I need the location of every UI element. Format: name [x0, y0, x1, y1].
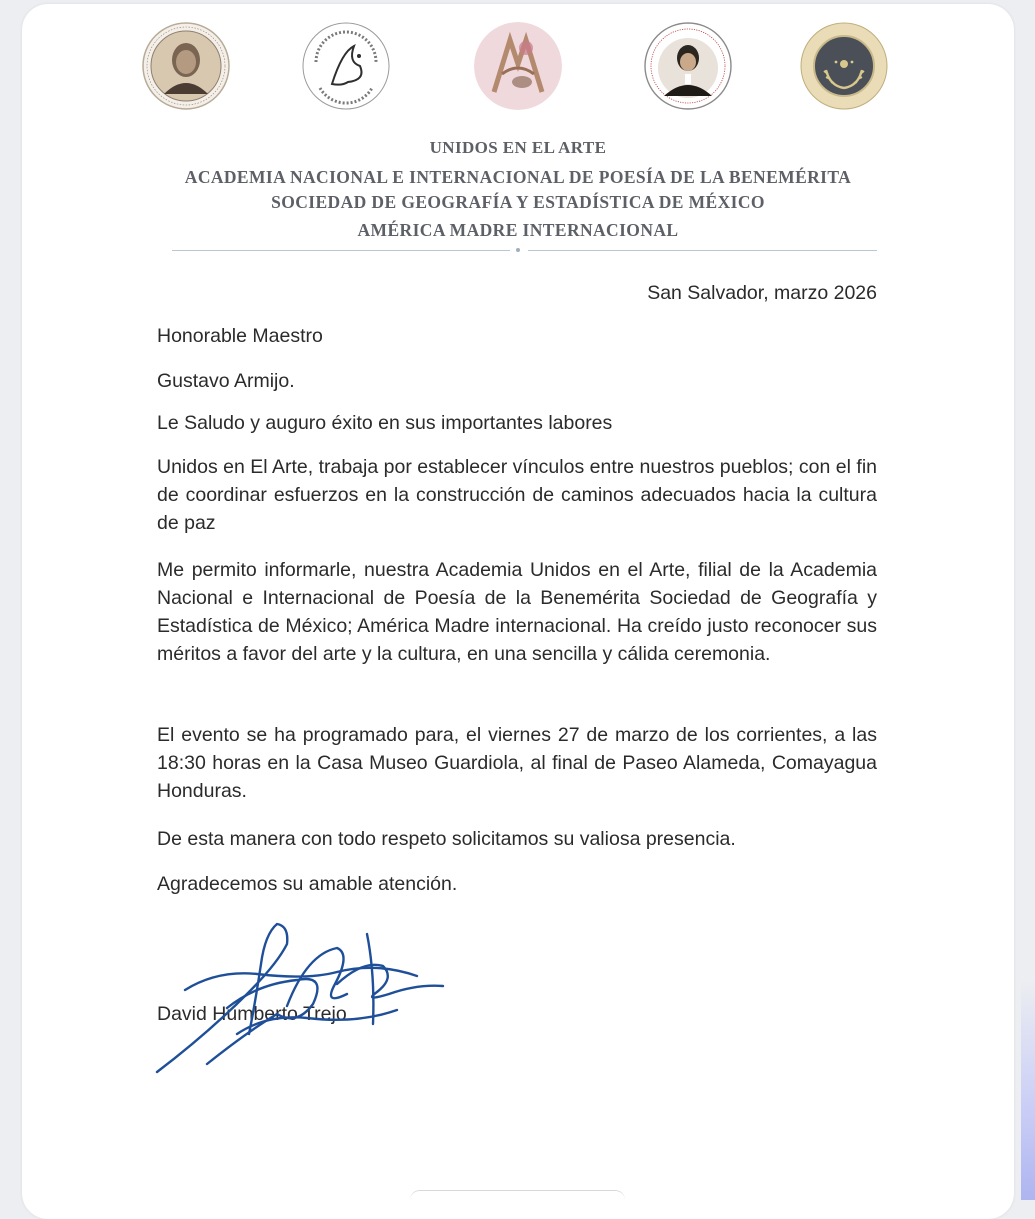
sociedad-geografia-logo: [644, 22, 732, 110]
recipient-name: Gustavo Armijo.: [157, 370, 295, 392]
org-name-academia: ACADEMIA NACIONAL E INTERNACIONAL DE POESÍA DE LA BENEMÉRITA: [184, 167, 852, 187]
paragraph: Me permito informarle, nuestra Academia Unidos en el Arte, filial de la Academia Nacional e Internacional de Poesía de la Benemérita Sociedad de Geografía y Estadística de México; América Madre internacional. Ha creído justo reconocer sus méritos a favor del arte y la cultura, en una sencilla y cálida ceremonia.: [157, 559, 877, 665]
letter-page: [22, 4, 1014, 1219]
handwritten-signature: [137, 914, 457, 1074]
portrait-seal-logo: [142, 22, 230, 110]
closing: Agradecemos su amable atención.: [157, 873, 458, 895]
paragraph: El evento se ha programado para, el viernes 27 de marzo de los corrientes, a las 18:30 horas en la Casa Museo Guardiola, al final de Paseo Alameda, Comayagua Honduras.: [157, 724, 877, 802]
screen-edge-glow: [1021, 980, 1035, 1200]
home-indicator: [410, 1190, 625, 1201]
signer-name: David Humberto Trejo: [157, 1003, 347, 1025]
logo-row: [22, 22, 1014, 122]
academia-unidos-logo: [302, 22, 390, 110]
org-name-america-madre: AMÉRICA MADRE INTERNACIONAL: [357, 220, 679, 240]
org-name-unidos: UNIDOS EN EL ARTE: [429, 138, 607, 157]
header-divider: [172, 250, 877, 252]
salutation: Honorable Maestro: [157, 325, 323, 347]
paragraph: De esta manera con todo respeto solicitamos su valiosa presencia.: [157, 828, 736, 850]
greeting: Le Saludo y auguro éxito en sus importantes labores: [157, 412, 613, 434]
asociacion-cultural-logo: [800, 22, 888, 110]
org-name-sociedad: SOCIEDAD DE GEOGRAFÍA Y ESTADÍSTICA DE MÉXICO: [271, 192, 765, 212]
paragraph: Unidos en El Arte, trabaja por establecer vínculos entre nuestros pueblos; con el fin de coordinar esfuerzos en la construcción de caminos adecuados hacia la cultura de paz: [157, 456, 877, 534]
america-madre-logo: [474, 22, 562, 110]
letter-date: San Salvador, marzo 2026: [647, 282, 877, 304]
